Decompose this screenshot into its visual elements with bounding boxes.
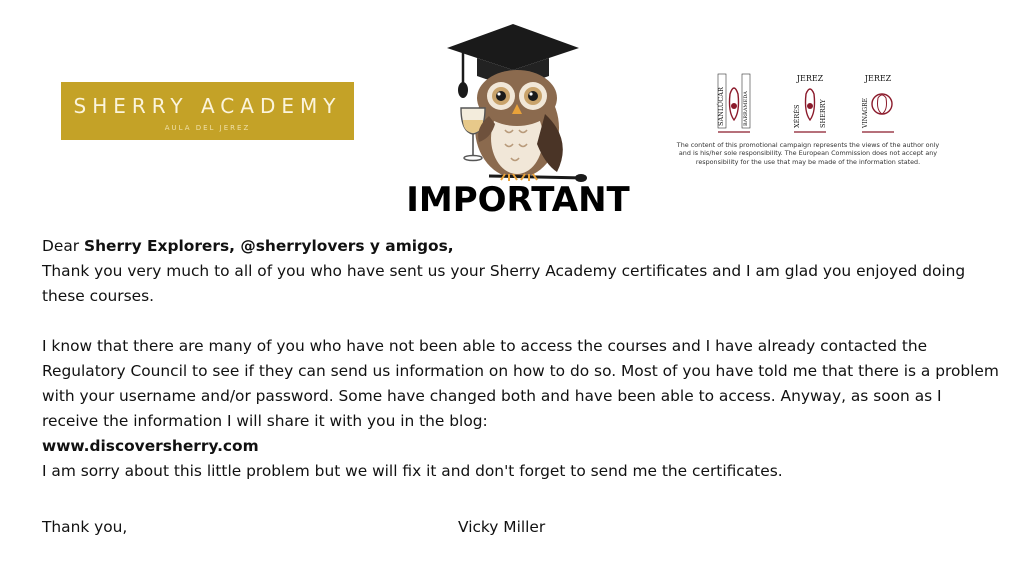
greeting-prefix: Dear [42, 237, 84, 255]
greeting [42, 234, 1002, 259]
letter-body [42, 234, 1002, 484]
svg-text:BARRAMEDA: BARRAMEDA [743, 91, 749, 126]
academy-logo-subtitle: AULA DEL JEREZ [164, 124, 251, 132]
svg-text:JEREZ: JEREZ [796, 74, 824, 83]
academy-logo-title: SHERRY ACADEMY [73, 94, 342, 118]
svg-text:SANLÚCAR: SANLÚCAR [717, 87, 725, 126]
denominacion-origen-logos [712, 72, 912, 138]
paragraph-access-problem: I know that there are many of you who have not been able to access the courses and I have already contacted the Regulatory Council to see if they can send us information on how to do so. Most of you have told me that there is a problem with your username and/or password. Some have changed both and have been able to access. Anyway, as soon as I receive the information I will share it with you in the blog: [42, 337, 999, 430]
paragraph-thanks: Thank you very much to all of you who have sent us your Sherry Academy certificates and I am glad you enjoyed doing these courses. [42, 262, 966, 305]
svg-text:SHERRY: SHERRY [819, 99, 827, 128]
vinagre-de-jerez-logo-icon [856, 72, 900, 136]
manzanilla-do-logo-icon [712, 72, 756, 136]
blog-website-link[interactable]: www.discoversherry.com [42, 437, 259, 455]
signature-name: Vicky Miller [458, 518, 546, 536]
important-heading: IMPORTANT [406, 180, 630, 220]
svg-text:JEREZ: JEREZ [864, 74, 892, 83]
jerez-sherry-do-logo-icon [788, 72, 832, 136]
greeting-recipients: Sherry Explorers, @sherrylovers y amigos, [83, 237, 454, 255]
graduate-owl-icon [433, 20, 593, 190]
svg-text:VINAGRE: VINAGRE [862, 98, 869, 128]
paragraph-apology: I am sorry about this little problem but we will fix it and don't forget to send me the certificates. [42, 462, 783, 480]
svg-text:XÉRÈS: XÉRÈS [793, 104, 801, 128]
eu-disclaimer: The content of this promotional campaign represents the views of the author only and is his/her sole responsibility. The European Commission does not accept any responsibility for the use that may be made of the information stated. [676, 141, 940, 166]
closing: Thank you, [42, 518, 128, 536]
sherry-academy-logo [61, 82, 354, 140]
paragraph-spacer [42, 309, 1002, 334]
